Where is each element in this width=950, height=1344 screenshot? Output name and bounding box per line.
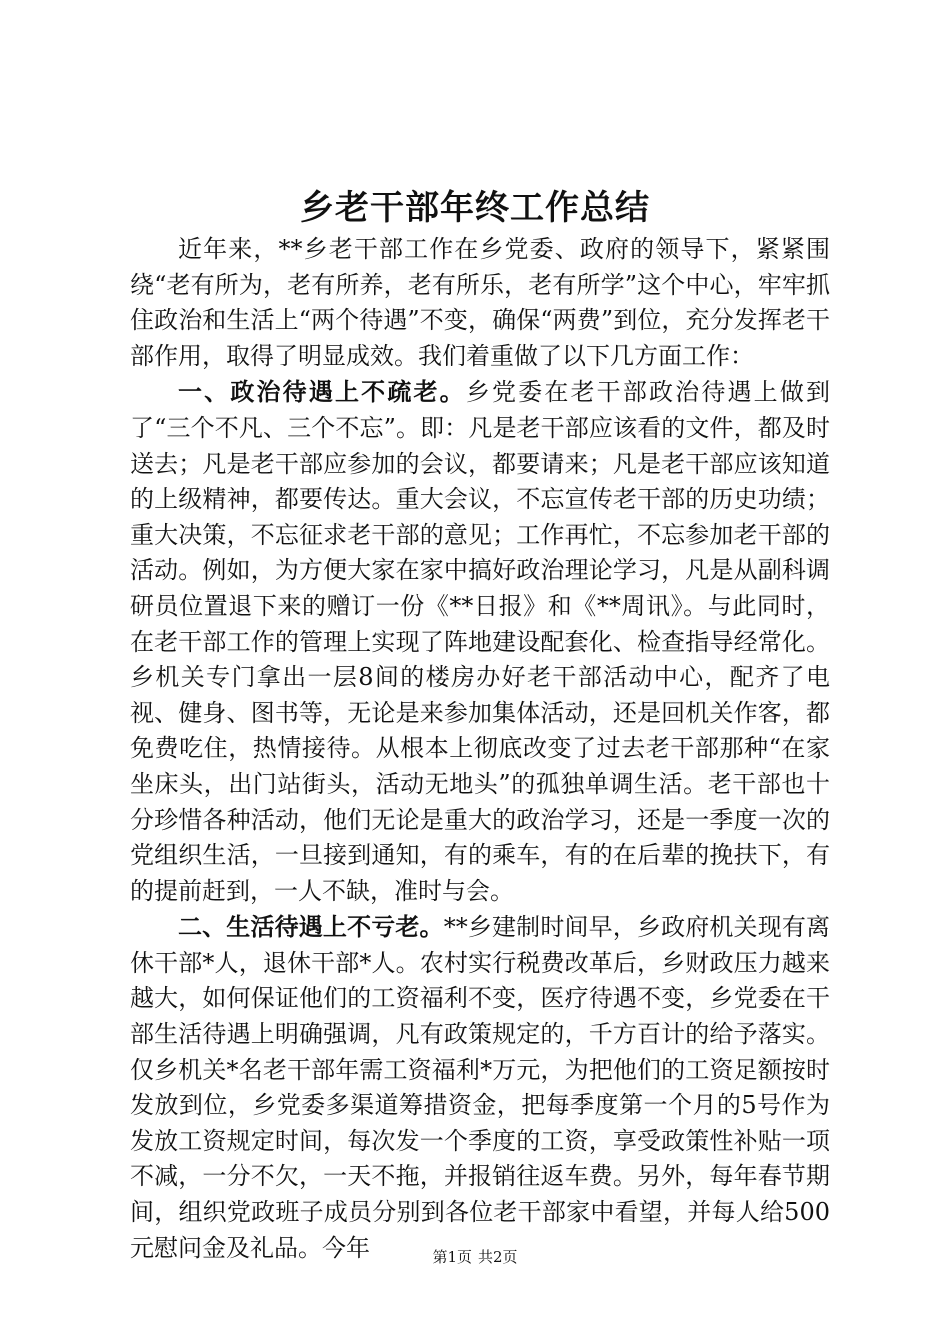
page-number-total: 共2页 — [478, 1248, 518, 1266]
section-1-body: 乡党委在老干部政治待遇上做到了“三个不凡、三个不忘”。即：凡是老干部应该看的文件，都及时送去；凡是老干部应参加的会议，都要请来；凡是老干部应该知道的上级精神，都要传达。重大会议，不忘宣传老干部的历史功绩；重大决策，不忘征求老干部的意见；工作再忙，不忘参加老干部的活动。例如，为方便大家在家中搞好政治理论学习，凡是从副科调研员位置退下来的赠订一份《**日报》和《**周讯》。与此同时，在老干部工作的管理上实现了阵地建设配套化、检查指导经常化。乡机关专门拿出一层8间的楼房办好老干部活动中心，配齐了电视、健身、图书等，无论是来参加集体活动，还是回机关作客，都免费吃住，热情接待。从根本上彻底改变了过去老干部那种“在家坐床头，出门站街头，活动无地头”的孤独单调生活。老干部也十分珍惜各种活动，他们无论是重大的政治学习，还是一季度一次的党组织生活，一旦接到通知，有的乘车，有的在后辈的挽扶下，有的提前赶到，一人不缺，准时与会。 — [130, 378, 831, 905]
intro-paragraph: 近年来，**乡老干部工作在乡党委、政府的领导下，紧紧围绕“老有所为，老有所养，老有所乐，老有所学”这个中心，牢牢抓住政治和生活上“两个待遇”不变，确保“两费”到位，充分发挥老干部作用，取得了明显成效。我们着重做了以下几方面工作： — [130, 235, 830, 370]
document-title: 乡老干部年终工作总结 — [300, 188, 650, 228]
section-2-body: **乡建制时间早，乡政府机关现有离休干部*人，退休干部*人。农村实行税费改革后，乡财政压力越来越大，如何保证他们的工资福利不变，医疗待遇不变，乡党委在干部生活待遇上明确强调，凡有政策规定的，千方百计的给予落实。仅乡机关*名老干部年需工资福利*万元，为把他们的工资足额按时发放到位，乡党委多渠道筹措资金，把每季度第一个月的5号作为发放工资规定时间，每次发一个季度的工资，享受政策性补贴一项不减，一分不欠，一天不拖，并报销往返车费。另外，每年春节期间，组织党政班子成员分别到各位老干部家中看望，并每人给500元慰问金及礼品。今年 — [130, 913, 831, 1262]
page-number-current: 第1页 — [432, 1248, 472, 1266]
section-2-paragraph — [130, 909, 830, 1266]
section-1-heading: 一、政治待遇上不疏老。 — [178, 377, 466, 407]
document-body — [130, 232, 830, 1266]
section-1-paragraph — [130, 374, 830, 909]
page-footer — [0, 1246, 950, 1268]
section-2-heading: 二、生活待遇上不亏老。 — [178, 912, 444, 942]
